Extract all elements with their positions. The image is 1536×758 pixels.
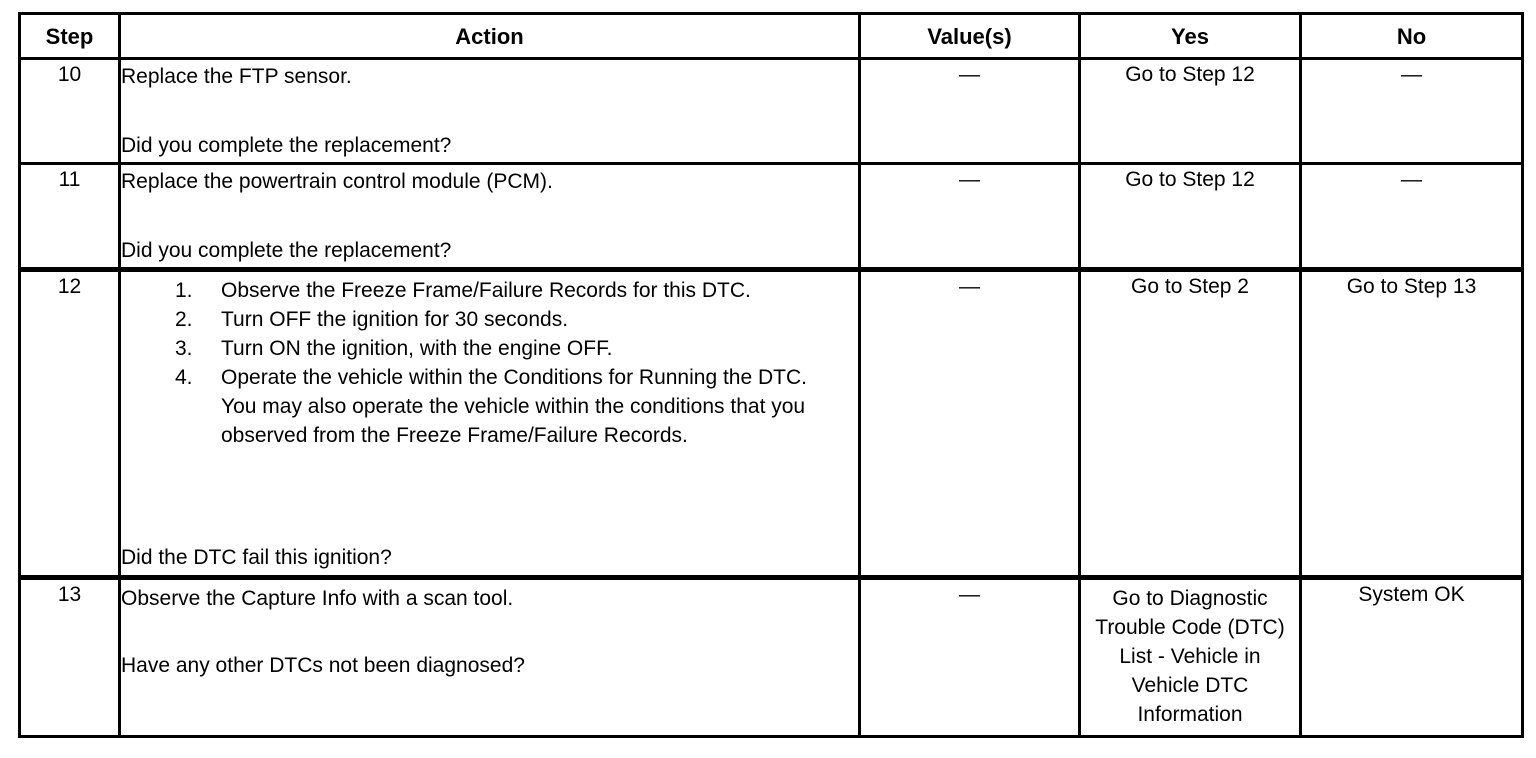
table-row-step-13 [20, 578, 1523, 737]
diagnostic-table [18, 12, 1524, 738]
list-item-number: 2. [175, 308, 193, 331]
list-item-number: 1. [175, 279, 193, 302]
list-item-number: 3. [175, 337, 193, 360]
action-step-list [121, 276, 858, 450]
value-cell: — [860, 270, 1080, 578]
yes-cell: Go to Step 12 [1080, 164, 1301, 270]
header-no: No [1301, 14, 1523, 59]
action-cell [120, 578, 860, 737]
yes-cell: Go to Step 2 [1080, 270, 1301, 578]
action-cell [120, 59, 860, 164]
list-item-text: Operate the vehicle within the Conditions for Running the DTC. You may also operate the vehicle within the conditions that you observed from the Freeze Frame/Failure Records. [221, 366, 807, 447]
value-cell: — [860, 59, 1080, 164]
action-text: Observe the Capture Info with a scan tool. [121, 587, 514, 610]
no-cell: — [1301, 59, 1523, 164]
action-cell [120, 164, 860, 270]
action-question: Did you complete the replacement? [121, 239, 452, 262]
header-row [20, 14, 1523, 59]
step-number: 11 [20, 164, 120, 270]
action-question: Did the DTC fail this ignition? [121, 546, 392, 569]
list-item-text: Turn ON the ignition, with the engine OFF. [221, 337, 613, 360]
list-item-number: 4. [175, 366, 193, 389]
step-number: 10 [20, 59, 120, 164]
list-item [121, 334, 858, 363]
header-yes: Yes [1080, 14, 1301, 59]
yes-cell: Go to Step 12 [1080, 59, 1301, 164]
list-item [121, 276, 858, 305]
no-cell: System OK [1301, 578, 1523, 737]
no-cell: — [1301, 164, 1523, 270]
yes-cell: Go to Diagnostic Trouble Code (DTC) List - Vehicle in Vehicle DTC Information [1080, 578, 1301, 737]
list-item-text: Turn OFF the ignition for 30 seconds. [221, 308, 569, 331]
value-cell: — [860, 578, 1080, 737]
action-question: Did you complete the replacement? [121, 134, 452, 157]
action-cell [120, 270, 860, 578]
no-cell: Go to Step 13 [1301, 270, 1523, 578]
value-cell: — [860, 164, 1080, 270]
header-values: Value(s) [860, 14, 1080, 59]
step-number: 13 [20, 578, 120, 737]
list-item-text: Observe the Freeze Frame/Failure Records for this DTC. [221, 279, 751, 302]
table-row-step-11 [20, 164, 1523, 270]
header-action: Action [120, 14, 860, 59]
action-text: Replace the powertrain control module (PCM). [121, 170, 553, 193]
list-item [121, 363, 858, 450]
step-number: 12 [20, 270, 120, 578]
header-step: Step [20, 14, 120, 59]
list-item [121, 305, 858, 334]
table-row-step-10 [20, 59, 1523, 164]
action-text: Replace the FTP sensor. [121, 65, 352, 88]
action-question: Have any other DTCs not been diagnosed? [121, 654, 525, 677]
table-row-step-12 [20, 270, 1523, 578]
